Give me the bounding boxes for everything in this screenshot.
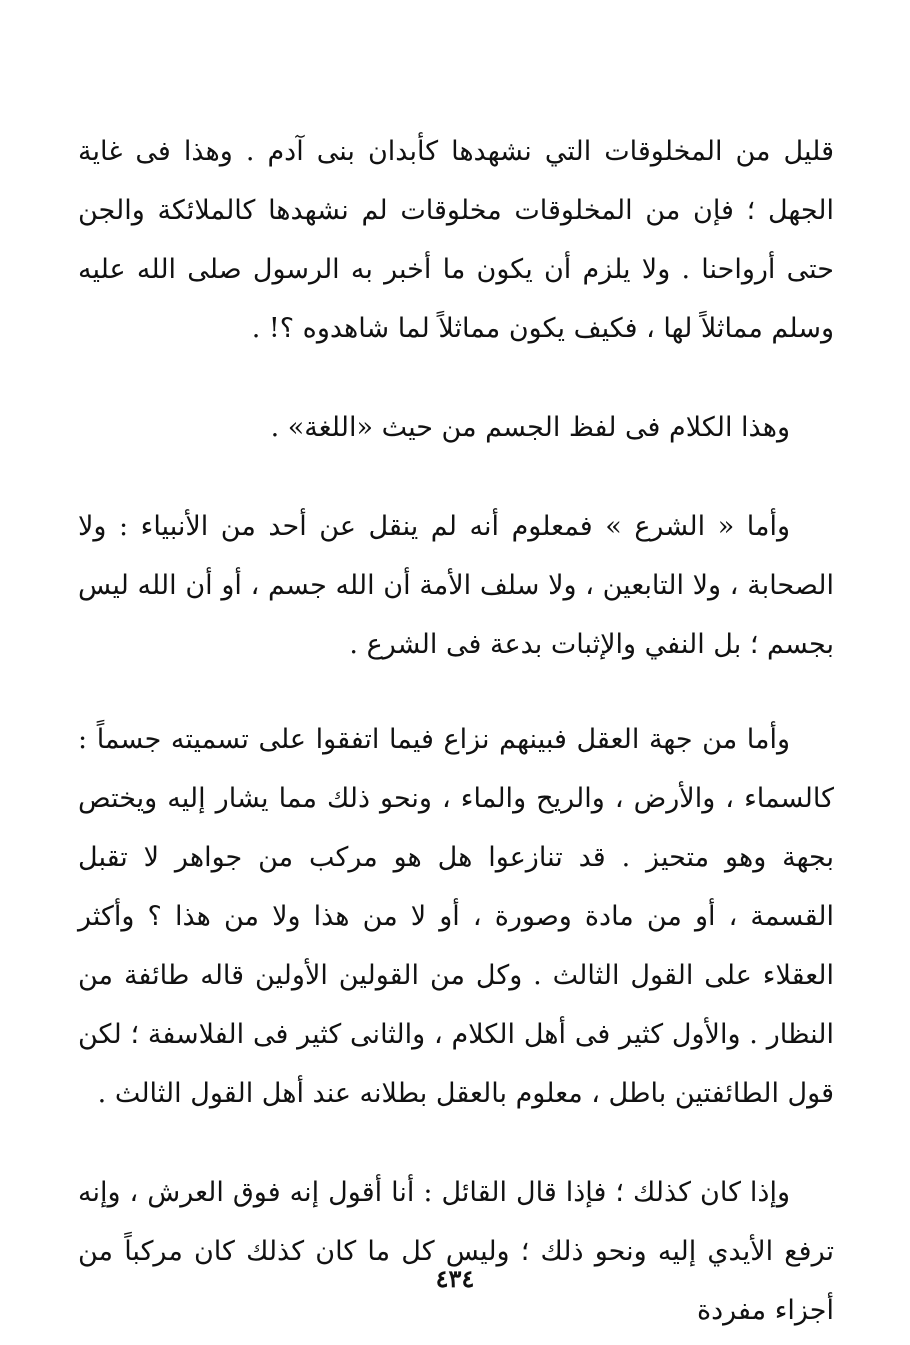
paragraph-3: وأما « الشرع » فمعلوم أنه لم ينقل عن أحد من الأنبياء : ولا الصحابة ، ولا التابعين ، ولا سلف الأمة أن الله جسم ، أو أن الله ليس بجسم ؛ بل النفي والإثبات بدعة فى الشرع . xyxy=(78,511,834,660)
paragraph-1: قليل من المخلوقات التي نشهدها كأبدان بنى آدم . وهذا فى غاية الجهل ؛ فإن من المخلوقات مخلوقات لم نشهدها كالملائكة والجن حتى أرواحنا . ولا يلزم أن يكون ما أخبر به الرسول صلى الله عليه وسلم مماثلاً لها ، فكيف يكون مماثلاً لما شاهدوه ؟! . xyxy=(78,136,834,344)
page-body xyxy=(78,122,834,1340)
paragraph-5: وإذا كان كذلك ؛ فإذا قال القائل : أنا أقول إنه فوق العرش ، وإنه ترفع الأيدي إليه ونحو ذلك ؛ وليس كل ما كان كذلك كان مركباً من أجزاء مفردة xyxy=(78,1177,834,1326)
paragraph-4: وأما من جهة العقل فبينهم نزاع فيما اتفقوا على تسميته جسماً : كالسماء ، والأرض ، والريح والماء ، ونحو ذلك مما يشار إليه ويختص بجهة وهو متحيز . قد تنازعوا هل هو مركب من جواهر لا تقبل القسمة ، أو من مادة وصورة ، أو لا من هذا ولا من هذا ؟ وأكثر العقلاء على القول الثالث . وكل من القولين الأولين قاله طائفة من النظار . والأول كثير فى أهل الكلام ، والثانى كثير فى الفلاسفة ؛ لكن قول الطائفتين باطل ، معلوم بالعقل بطلانه عند أهل القول الثالث . xyxy=(78,724,834,1109)
paragraph-2: وهذا الكلام فى لفظ الجسم من حيث «اللغة» . xyxy=(270,412,790,443)
page-number: ٤٣٤ xyxy=(435,1264,475,1293)
